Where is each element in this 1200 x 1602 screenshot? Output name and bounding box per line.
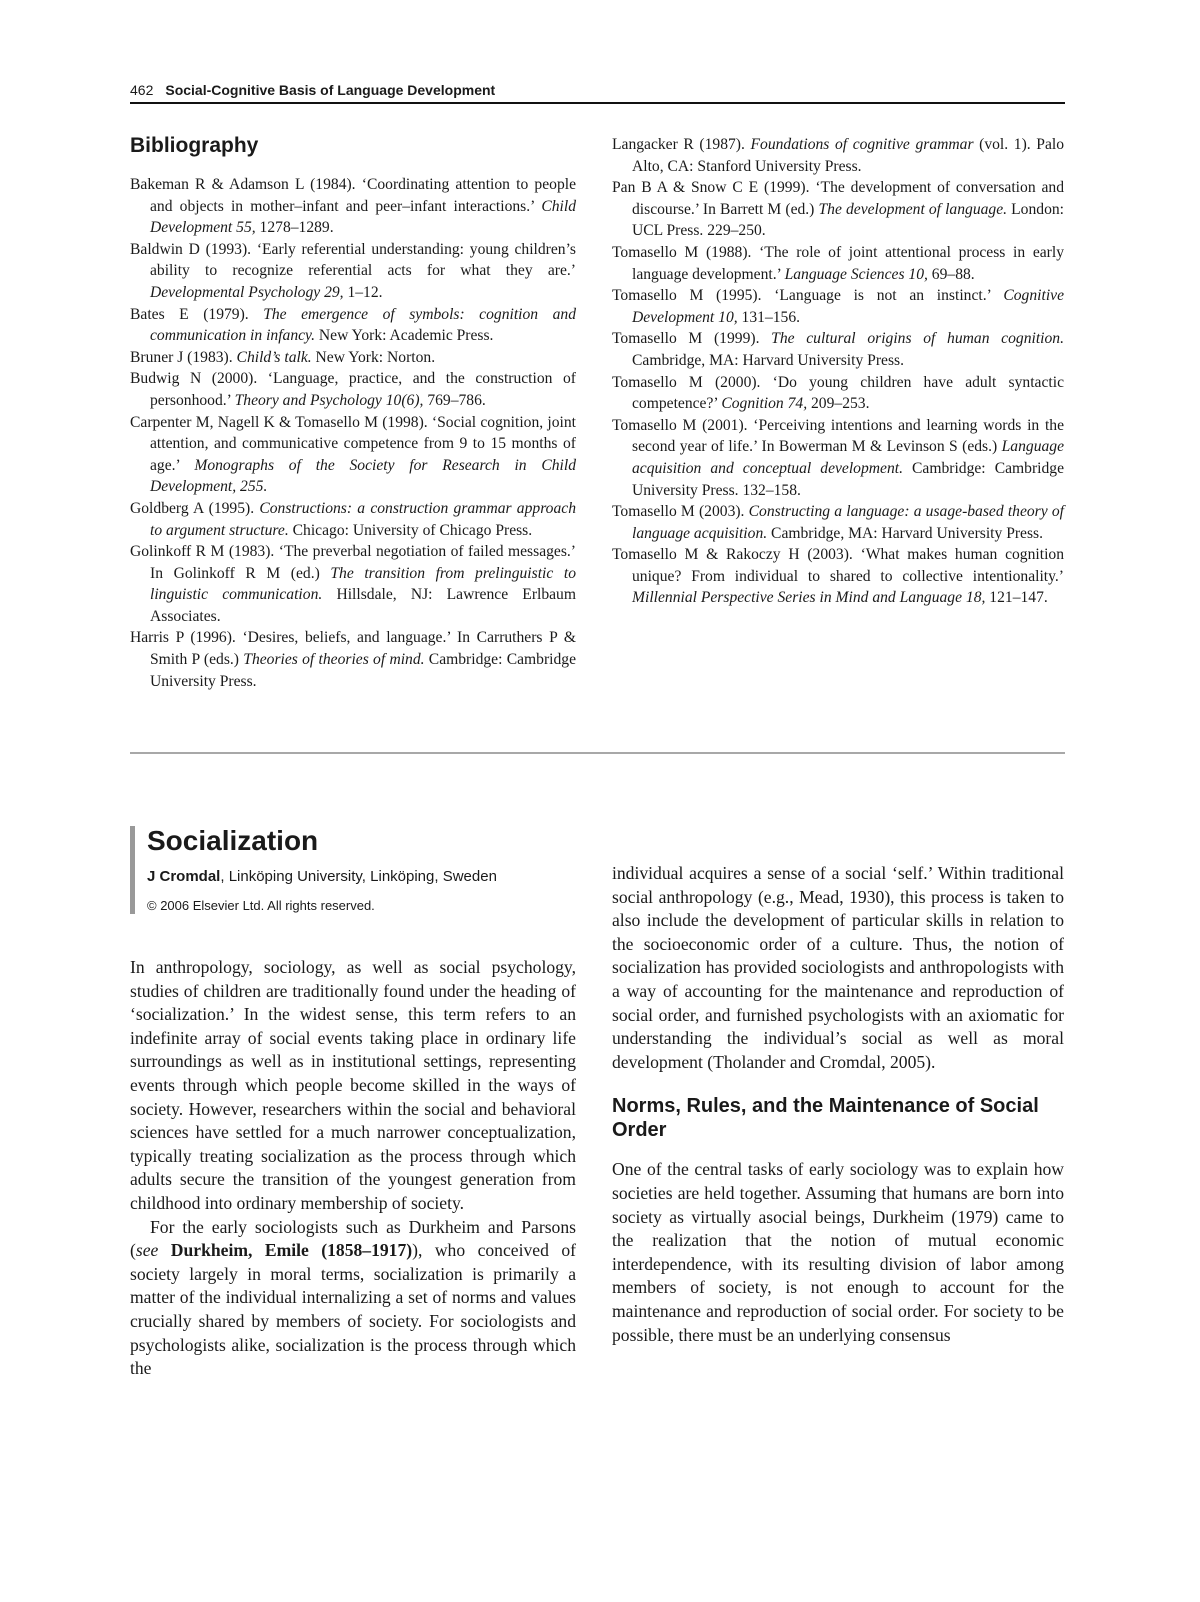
body-paragraph: One of the central tasks of early sociology was to explain how societies are held together. Assuming that humans are born into society as virtually asocial beings, Durkheim (1979) came to the realization that the notion of mutual economic interdependence, with its resulting division of labor among members of society, is not enough to account for the maintenance and reproduction of social order. For society to be possible, there must be an underlying consensus xyxy=(612,1159,1064,1345)
bibliography-column-right xyxy=(612,134,1064,609)
reference-item: Bates E (1979). The emergence of symbols: cognition and communication in infancy. New York: Academic Press. xyxy=(130,305,576,345)
reference-item: Tomasello M & Rakoczy H (2003). ‘What makes human cognition unique? From individual to shared to collective intentionality.’ Millennial Perspective Series in Mind and Language 18, 121–147. xyxy=(612,546,1064,607)
section-heading: Norms, Rules, and the Maintenance of Social Order xyxy=(612,1095,1039,1142)
reference-item: Goldberg A (1995). Constructions: a construction grammar approach to argument structure. Chicago: University of Chicago Press. xyxy=(130,499,576,539)
reference-item: Tomasello M (1999). The cultural origins of human cognition. Cambridge, MA: Harvard University Press. xyxy=(612,330,1064,369)
bibliography-column-left xyxy=(130,174,576,692)
reference-item: Harris P (1996). ‘Desires, beliefs, and language.’ In Carruthers P & Smith P (eds.) Theories of theories of mind. Cambridge: Cambridge University Press. xyxy=(130,629,576,690)
author-name: J Cromdal xyxy=(147,868,221,885)
body-paragraph: In anthropology, sociology, as well as social psychology, studies of children are traditionally found under the heading of ‘socialization.’ In the widest sense, this term refers to an indefinite array of social events taking place in ordinary life surroundings as well as in institutional settings, representing events through which people become skilled in the ways of society. However, researchers within the social and behavioral sciences have settled for a much narrower conceptualization, typically treating socialization as the process through which adults secure the transition of the youngest generation from childhood into ordinary membership of society. xyxy=(130,957,576,1213)
body-paragraph: For the early sociologists such as Durkheim and Parsons (see Durkheim, Emile (1858–1917)), who conceived of society largely in moral terms, socialization is primarily a matter of the individual internalizing a set of norms and values crucially shared by members of society. For sociologists and psychologists alike, socialization is the process through which the xyxy=(130,1216,576,1379)
reference-item: Budwig N (2000). ‘Language, practice, and the construction of personhood.’ Theory and Psychology 10(6), 769–786. xyxy=(130,370,576,409)
article-title: Socialization xyxy=(147,825,319,856)
reference-item: Bruner J (1983). Child’s talk. New York: Norton. xyxy=(130,348,436,366)
article-column-left xyxy=(130,956,576,1381)
body-paragraph: individual acquires a sense of a social ‘self.’ Within traditional social anthropology (e.g., Mead, 1930), this process is taken to also include the development of particular skills in relation to the socioeconomic order of a culture. Thus, the notion of socialization has provided sociologists and anthropologists with a way of accounting for the maintenance and reproduction of social order, and furnished psychologists with an axiomatic for understanding the individual’s social as well as moral development (Tholander and Cromdal, 2005). xyxy=(612,863,1064,1072)
page-number: 462 xyxy=(130,82,154,98)
reference-item: Carpenter M, Nagell K & Tomasello M (1998). ‘Social cognition, joint attention, and communicative competence from 9 to 15 months of age.’ Monographs of the Society for Research in Child Development, 255. xyxy=(130,413,576,496)
article-header xyxy=(130,826,617,914)
article-author xyxy=(147,868,617,886)
reference-item: Golinkoff R M (1983). ‘The preverbal negotiation of failed messages.’ In Golinkoff R M (ed.) The transition from prelinguistic to linguistic communication. Hillsdale, NJ: Lawrence Erlbaum Associates. xyxy=(130,543,576,625)
reference-item: Tomasello M (2001). ‘Perceiving intentions and learning words in the second year of life.’ In Bowerman M & Levinson S (eds.) Language acquisition and conceptual development. Cambridge: Cambridge University Press. 132–158. xyxy=(612,416,1064,499)
cross-reference-link[interactable]: Durkheim, Emile (1858–1917) xyxy=(158,1240,413,1261)
reference-item: Bakeman R & Adamson L (1984). ‘Coordinating attention to people and objects in mother–infant and peer–infant interactions.’ Child Development 55, 1278–1289. xyxy=(130,176,576,237)
author-affiliation: , Linköping University, Linköping, Sweden xyxy=(220,868,497,885)
running-head-title: Social-Cognitive Basis of Language Development xyxy=(165,82,496,98)
running-head xyxy=(130,82,1065,104)
bibliography-heading: Bibliography xyxy=(130,134,259,157)
copyright-notice: © 2006 Elsevier Ltd. All rights reserved. xyxy=(147,898,375,913)
reference-item: Tomasello M (2003). Constructing a language: a usage-based theory of language acquisition. Cambridge, MA: Harvard University Press. xyxy=(612,503,1064,542)
section-divider xyxy=(130,752,1065,754)
reference-item: Baldwin D (1993). ‘Early referential understanding: young children’s ability to recognize referential acts for what they are.’ Developmental Psychology 29, 1–12. xyxy=(130,240,576,301)
reference-item: Tomasello M (2000). ‘Do young children have adult syntactic competence?’ Cognition 74, 209–253. xyxy=(612,373,1064,413)
reference-item: Langacker R (1987). Foundations of cognitive grammar (vol. 1). Palo Alto, CA: Stanford University Press. xyxy=(612,136,1064,175)
reference-item: Tomasello M (1988). ‘The role of joint attentional process in early language development.’ Language Sciences 10, 69–88. xyxy=(612,243,1064,283)
reference-item: Pan B A & Snow C E (1999). ‘The development of conversation and discourse.’ In Barrett M (ed.) The development of language. London: UCL Press. 229–250. xyxy=(612,179,1064,240)
reference-item: Tomasello M (1995). ‘Language is not an instinct.’ Cognitive Development 10, 131–156. xyxy=(612,287,1064,326)
article-column-right xyxy=(612,862,1064,1347)
